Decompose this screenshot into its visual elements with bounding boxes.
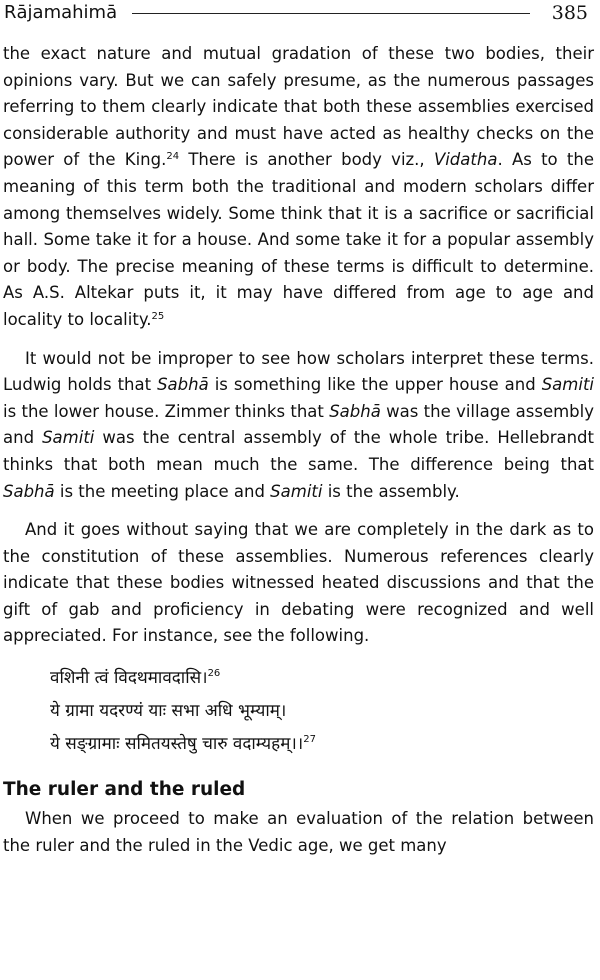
verse-text: वशिनी त्वं विदथमावदासि। bbox=[50, 668, 208, 689]
paragraph-3: And it goes without saying that we are completely in the dark as to the constitution of these assemblies. Numerous references clearly indicate that these bodies witnessed heated discussions and that the gift of gab and proficiency in debating were recognized and well appreciated. For instance, see the following. bbox=[3, 520, 594, 646]
text-run: is the lower house. Zimmer thinks that bbox=[3, 401, 330, 421]
header-rule bbox=[132, 13, 530, 14]
text-run: is something like the upper house and bbox=[208, 375, 542, 395]
text-run: was the village assembly and bbox=[3, 401, 594, 448]
verse-block bbox=[3, 662, 594, 761]
text-run: There is another body viz., bbox=[179, 150, 434, 170]
verse-text: ये सङ्ग्रामाः समितयस्तेषु चारु वदाम्यहम्।। bbox=[50, 734, 304, 755]
paragraph-2 bbox=[3, 346, 594, 506]
term-sabha: Sabhā bbox=[3, 481, 55, 501]
verse-text: ये ग्रामा यदरण्यं याः सभा अधि भूम्याम्। bbox=[50, 701, 287, 722]
term-vidatha: Vidatha bbox=[433, 150, 498, 170]
running-head bbox=[4, 2, 588, 24]
text-run: . As to the meaning of this term both the traditional and modern scholars differ among themselves widely. Some think that it is a sacrifice or sacrificial hall. Some take it for a house. And some take it for a popular assembly or body. The precise meaning of these terms is difficult to determine. As A.S. Altekar puts it, it may have differed from age to age and locality to locality. bbox=[3, 150, 594, 329]
section-heading: The ruler and the ruled bbox=[3, 779, 246, 801]
term-samiti: Samiti bbox=[541, 375, 594, 395]
text-run: the exact nature and mutual gradation of these two bodies, their opinions vary. But we can safely presume, as the numerous passages referring to them clearly indicate that both these assemblies exercised considerable authority and must have acted as healthy checks on the power of the King. bbox=[3, 44, 594, 170]
paragraph-1 bbox=[3, 41, 594, 334]
term-sabha: Sabhā bbox=[157, 375, 209, 395]
text-run: is the meeting place and bbox=[54, 481, 271, 501]
footnote-ref-25: 25 bbox=[151, 310, 165, 322]
paragraph-4: When we proceed to make an evaluation of the relation between the ruler and the ruled in the Vedic age, we get many bbox=[3, 809, 594, 855]
verse-line bbox=[3, 695, 594, 728]
footnote-ref-27: 27 bbox=[303, 734, 316, 746]
footnote-ref-26: 26 bbox=[207, 668, 221, 680]
body-text bbox=[3, 41, 594, 859]
text-run: is the assembly. bbox=[322, 481, 460, 501]
text-run: It would not be improper to see how scholars interpret these terms. Ludwig holds that bbox=[3, 348, 594, 395]
term-samiti: Samiti bbox=[270, 481, 323, 501]
verse-line bbox=[3, 662, 594, 695]
running-title: Rājamahimā bbox=[4, 2, 118, 23]
footnote-ref-24: 24 bbox=[166, 151, 180, 163]
term-sabha: Sabhā bbox=[329, 401, 381, 421]
term-samiti: Samiti bbox=[42, 428, 95, 448]
text-run: was the central assembly of the whole tribe. Hellebrandt thinks that both mean much the same. The difference being that bbox=[3, 428, 594, 474]
page-number: 385 bbox=[551, 2, 588, 24]
verse-line bbox=[3, 728, 594, 761]
